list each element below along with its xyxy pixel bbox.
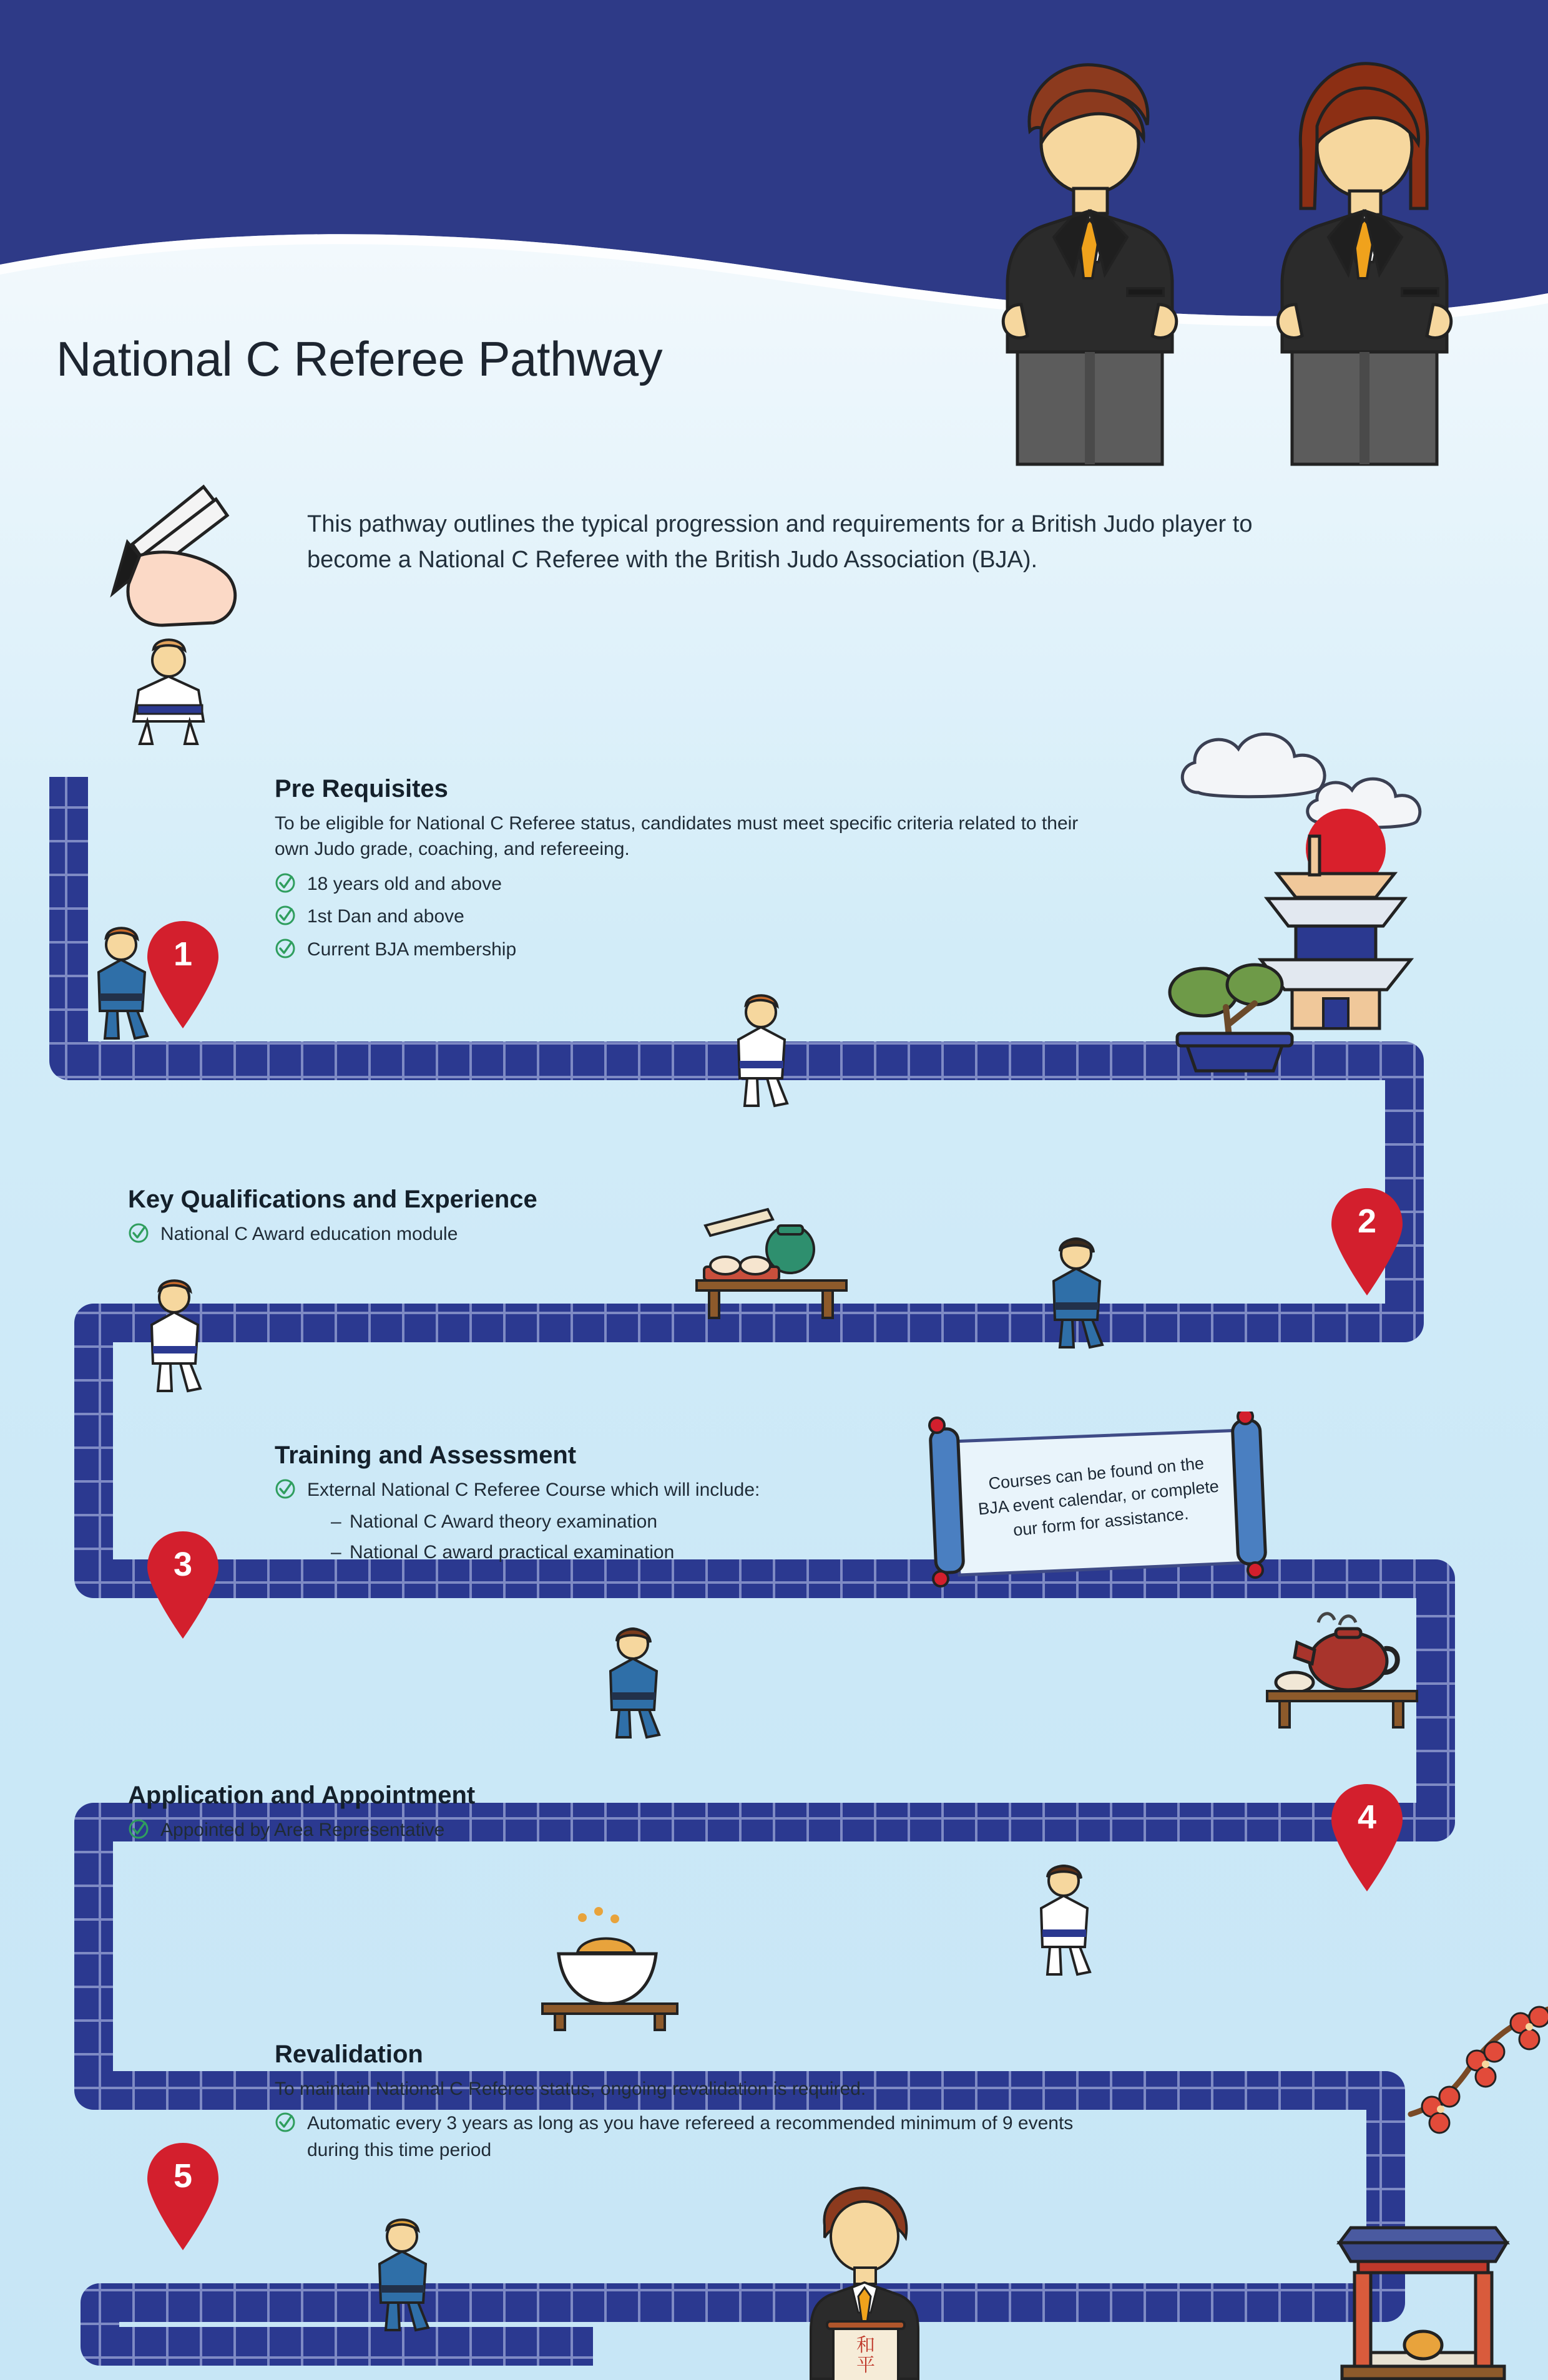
cherry-blossom-branch-illustration: [1392, 1984, 1548, 2150]
step-block-1: [275, 775, 1149, 970]
scroll-note-text: Courses can be found on the BJA event calendar, or complete our form for assistance.: [977, 1453, 1220, 1540]
judoka-walking-illustration: [727, 991, 796, 1113]
step-number-4: 4: [1357, 1798, 1377, 1836]
step-number-5: 5: [173, 2157, 193, 2195]
checklist-label: Automatic every 3 years as long as you have refereed a recommended minimum of 9 events during this time period: [307, 2113, 1074, 2160]
step-4-checklist: [128, 1817, 877, 1844]
check-icon: [275, 905, 296, 926]
judoka-walking-illustration: [87, 924, 156, 1045]
page-title: National C Referee Pathway: [56, 331, 663, 386]
checklist-item: [275, 2110, 1111, 2163]
checklist-label: National C Award education module: [160, 1224, 458, 1244]
judoka-walking-illustration: [140, 1276, 209, 1398]
step-number-3: 3: [173, 1546, 193, 1583]
judoka-walking-illustration: [368, 2215, 437, 2337]
step-3-sub-list: [307, 1508, 899, 1566]
checklist-item: [275, 871, 1149, 898]
step-number-1: 1: [173, 935, 193, 973]
step-block-3: [275, 1441, 899, 1573]
rice-bowl-illustration: [534, 1906, 690, 2034]
step-description-5: To maintain National C Referee status, ongoing revalidation is required.: [275, 2079, 866, 2099]
intro-paragraph: This pathway outlines the typical progression and requirements for a British Judo player to become a National C Referee with the British Judo Association (BJA).: [307, 511, 1253, 573]
check-icon: [275, 2112, 296, 2133]
check-icon: [275, 1478, 296, 1500]
step-pin-4: [1326, 1782, 1408, 1893]
judoka-walking-illustration: [1042, 1232, 1111, 1354]
sub-item: – National C award practical examination: [331, 1538, 899, 1566]
checklist-item: [275, 937, 1149, 963]
step-title-3: Training and Assessment: [275, 1441, 577, 1469]
step-block-4: [128, 1782, 877, 1850]
judoka-walking-illustration: [1030, 1860, 1099, 1981]
scroll-banner-illustration: [908, 1412, 1283, 1599]
checklist-item: [275, 1477, 899, 1566]
checklist-item: [128, 1817, 877, 1844]
step-3-checklist: [275, 1477, 899, 1566]
bonsai-tree-illustration: [1161, 955, 1305, 1083]
check-icon: [128, 1818, 149, 1840]
step-pin-5: [142, 2140, 223, 2251]
referee-with-scroll-illustration: [790, 2184, 939, 2380]
step-pin-2: [1326, 1186, 1408, 1297]
checklist-label: 18 years old and above: [307, 873, 502, 894]
checklist-item: [275, 904, 1149, 930]
svg-text:平: 平: [856, 2355, 875, 2376]
judoka-walking-illustration: [599, 1622, 668, 1744]
checklist-label: External National C Referee Course which will include:: [307, 1480, 760, 1500]
step-number-2: 2: [1357, 1202, 1377, 1240]
step-title-4: Application and Appointment: [128, 1782, 476, 1809]
step-description-1: To be eligible for National C Referee status, candidates must meet specific criteria related to their own Judo grade, coaching, and refereeing.: [275, 813, 1079, 860]
checklist-label: Current BJA membership: [307, 939, 517, 960]
shrine-gate-illustration: [1330, 2203, 1517, 2380]
sushi-table-illustration: [693, 1204, 855, 1326]
step-5-checklist: [275, 2110, 1111, 2163]
step-title-1: Pre Requisites: [275, 775, 448, 802]
step-title-2: Key Qualifications and Experience: [128, 1186, 537, 1213]
step-pin-3: [142, 1529, 223, 1640]
checklist-label: 1st Dan and above: [307, 906, 464, 927]
sub-item: – National C Award theory examination: [331, 1508, 899, 1536]
checklist-label: Appointed by Area Representative: [160, 1820, 445, 1840]
svg-text:和: 和: [856, 2335, 875, 2356]
step-block-5: [275, 2041, 1111, 2170]
step-title-5: Revalidation: [275, 2041, 423, 2068]
check-icon: [275, 938, 296, 959]
step-1-checklist: [275, 871, 1149, 963]
check-icon: [275, 872, 296, 894]
check-icon: [128, 1222, 149, 1244]
teapot-table-illustration: [1261, 1604, 1423, 1732]
